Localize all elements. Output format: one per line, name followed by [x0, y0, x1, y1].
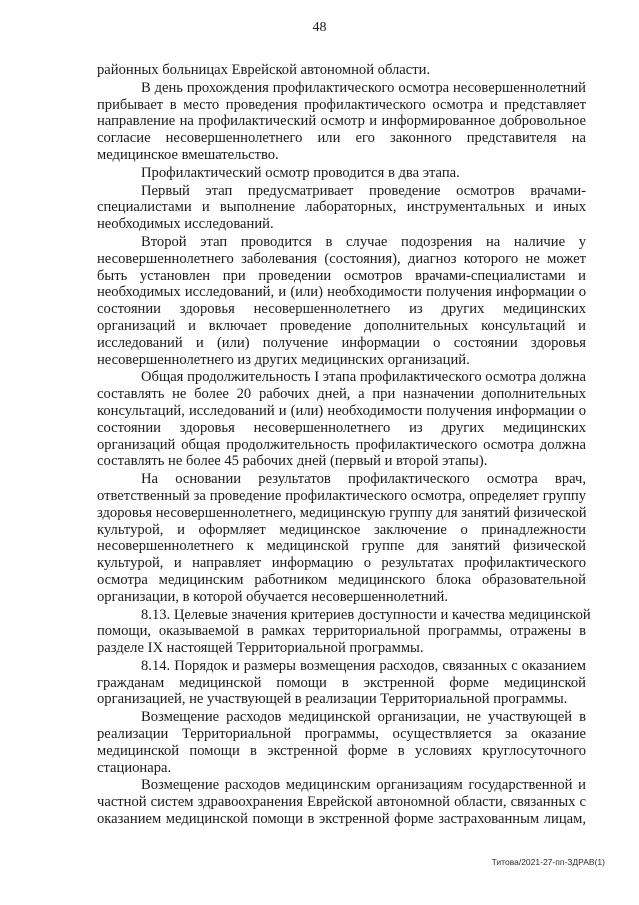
text-line: В день прохождения профилактического осмотра несовершеннолетний	[141, 79, 586, 96]
text-line: исследований и (или) получение информации о состоянии здоровья	[97, 334, 586, 351]
text-line: Общая продолжительность I этапа профилактического осмотра должна	[141, 369, 586, 386]
paragraph	[97, 709, 586, 776]
text-line: медицинской помощи в экстренной форме в условиях круглосуточного	[97, 742, 586, 759]
document-footer-code: Титова/2021-27-пп-ЗДРАВ(1)	[491, 857, 605, 867]
text-line: необходимых исследований, и (или) необходимости получения информации о	[97, 284, 586, 301]
text-line: Возмещение расходов медицинской организации, не участвующей в	[141, 709, 586, 726]
text-line: ответственный за проведение профилактического осмотра, определяет группу	[97, 487, 586, 504]
text-line: культурой, и оформляет медицинское заключение о принадлежности	[97, 521, 586, 538]
paragraph	[97, 183, 586, 233]
text-line: организацией, не участвующей в реализации Территориальной программы.	[97, 691, 568, 708]
text-line: медицинское вмешательство.	[97, 146, 279, 163]
text-line: организаций и включает проведение дополнительных консультаций и	[97, 317, 586, 334]
text-line: 8.14. Порядок и размеры возмещения расходов, связанных с оказанием	[141, 657, 586, 674]
paragraph	[97, 369, 586, 470]
text-line: состоянии здоровья несовершеннолетнего из других медицинских	[97, 301, 586, 318]
text-line: Второй этап проводится в случае подозрения на наличие у	[141, 233, 586, 250]
text-line: здоровья несовершеннолетнего, медицинскую группу для занятий физической	[97, 504, 587, 521]
text-line: Первый этап предусматривает проведение осмотров врачами-	[141, 182, 586, 199]
text-line: осмотра медицинским работником медицинского блока образовательной	[97, 571, 586, 588]
text-line: составлять не более 20 рабочих дней, а при назначении дополнительных	[97, 386, 586, 403]
text-line: необходимых исследований.	[97, 216, 274, 233]
paragraph	[97, 62, 586, 79]
page-number: 48	[312, 20, 327, 35]
text-line: быть установлен при проведении осмотров врачами-специалистами и	[97, 267, 586, 284]
text-line: консультаций, исследований и (или) необходимости получения информации о	[97, 402, 586, 419]
text-line: несовершеннолетнего из других медицинских организаций.	[97, 351, 470, 368]
text-line: несовершеннолетнего к медицинской группе для занятий физической	[97, 538, 586, 555]
text-line: гражданам медицинской помощи в экстренной форме медицинской	[97, 674, 586, 691]
text-line: На основании результатов профилактического осмотра врач,	[141, 471, 586, 488]
paragraph	[97, 606, 591, 657]
text-line: стационара.	[97, 759, 172, 776]
paragraph	[97, 80, 586, 164]
text-line: помощи, оказываемой в рамках территориальной программы, отражены в	[97, 623, 586, 640]
paragraph	[97, 777, 586, 827]
text-line: организаций общая продолжительность профилактического осмотра должна	[97, 436, 586, 453]
text-line: согласие несовершеннолетнего или его законного представителя на	[97, 130, 586, 147]
text-line: специалистами и выполнение лабораторных, инструментальных и иных	[97, 199, 586, 216]
text-line: реализации Территориальной программы, осуществляется за оказание	[97, 726, 586, 743]
text-line: организации, в которой обучается несовершеннолетний.	[97, 588, 448, 605]
text-line: несовершеннолетнего заболевания (состояния), диагноз которого не может	[97, 250, 586, 267]
text-line: культурой, и направляет информацию о результатах профилактического	[97, 555, 586, 572]
text-line: составлять не более 45 рабочих дней (первый и второй этапы).	[97, 453, 488, 470]
text-line: состоянии здоровья несовершеннолетнего из других медицинских	[97, 419, 586, 436]
text-line: направление на профилактический осмотр и информированное добровольное	[97, 113, 586, 130]
text-line: прибывает в место проведения профилактического осмотра и представляет	[97, 96, 586, 113]
text-line: районных больницах Еврейской автономной области.	[97, 62, 431, 78]
paragraph	[97, 234, 586, 368]
text-line: Профилактический осмотр проводится в два этапа.	[141, 164, 460, 181]
text-line: частной систем здравоохранения Еврейской автономной области, связанных с	[97, 794, 586, 811]
text-line: 8.13. Целевые значения критериев доступности и качества медицинской	[141, 606, 591, 623]
paragraph	[97, 658, 586, 708]
paragraph	[97, 165, 586, 182]
document-body	[97, 62, 591, 828]
text-line: разделе IX настоящей Территориальной программы.	[97, 640, 424, 657]
paragraph	[97, 471, 586, 605]
text-line: Возмещение расходов медицинским организациям государственной и	[141, 777, 586, 794]
text-line: оказанием медицинской помощи в экстренной форме застрахованным лицам,	[97, 811, 586, 828]
